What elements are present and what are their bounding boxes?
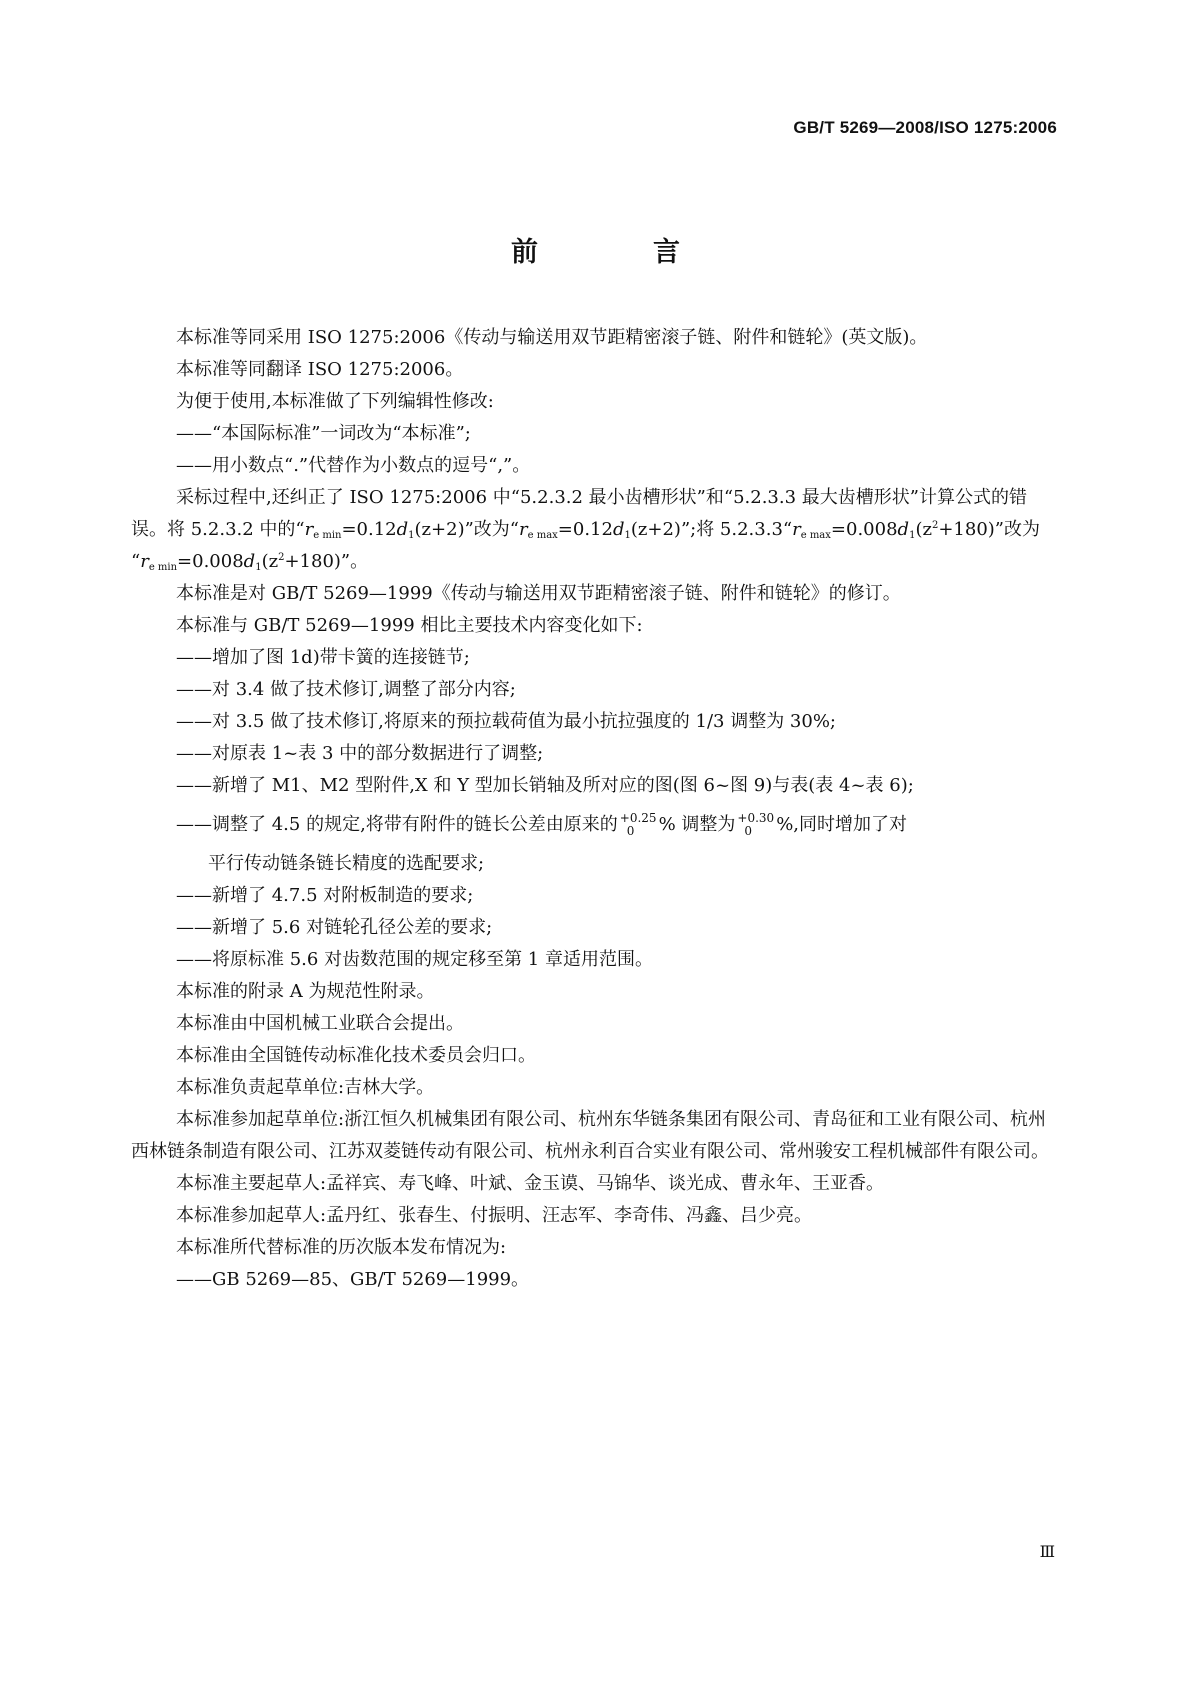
editorial-change-item: ——“本国际标准”一词改为“本标准”; [176, 423, 471, 444]
paragraph-formula-correction: 采标过程中,还纠正了 ISO 1275:2006 中“5.2.3.2 最小齿槽形状”和“5.2.3.3 最大齿槽形状”计算公式的错误。将 5.2.3.2 中的“$r_{e min}=0.12d_1(z+2)$”改为“$r_{e max}=0.12d_1(z+2)$”;将 $5.2.3.3“r_{e max}=0.008d_1(z^2+180)$”改为 “$r_{e min}=0.008d_1(z^2+180)$”。 [131, 487, 1040, 573]
technical-change-item: ——将原标准 5.6 对齿数范围的规定移至第 1 章适用范围。 [176, 949, 653, 970]
technical-change-item: ——新增了 M1、M2 型附件,X 和 Y 型加长销轴及所对应的图(图 6~图 9)与表(表 4~表 6); [176, 775, 914, 796]
paragraph-committee: 本标准由全国链传动标准化技术委员会归口。 [176, 1045, 536, 1066]
page-title: 前 言 [511, 237, 724, 268]
paragraph-editorial-intro: 为便于使用,本标准做了下列编辑性修改: [176, 391, 494, 412]
technical-change-item: ——对 3.4 做了技术修订,调整了部分内容; [176, 679, 516, 700]
paragraph-main-drafters: 本标准主要起草人:孟祥宾、寿飞峰、叶斌、金玉谟、马锦华、谈光成、曹永年、王亚香。 [176, 1173, 885, 1194]
technical-change-item: ——新增了 4.7.5 对附板制造的要求; [176, 885, 474, 906]
history-item: ——GB 5269—85、GB/T 5269—1999。 [176, 1269, 530, 1290]
tolerance-new: +0.30 0 [737, 811, 775, 838]
standard-code: GB/T 5269—2008/ISO 1275:2006 [793, 118, 1057, 137]
technical-change-item-tolerance: ——调整了 4.5 的规定,将带有附件的链长公差由原来的 +0.25 0 % 调整为 +0.30 0 %,同时增加了对 [176, 811, 908, 838]
paragraph-participating-drafters: 本标准参加起草人:孟丹红、张春生、付振明、汪志军、李奇伟、冯鑫、吕少亮。 [176, 1205, 813, 1226]
technical-change-item: ——对 3.5 做了技术修订,将原来的预拉载荷值为最小抗拉强度的 1/3 调整为 30%; [176, 711, 836, 732]
paragraph-annex: 本标准的附录 A 为规范性附录。 [176, 981, 435, 1002]
technical-change-item: ——新增了 5.6 对链轮孔径公差的要求; [176, 917, 493, 938]
paragraph-revision: 本标准是对 GB/T 5269—1999《传动与输送用双节距精密滚子链、附件和链轮》的修订。 [176, 583, 901, 604]
paragraph-changes-intro: 本标准与 GB/T 5269—1999 相比主要技术内容变化如下: [176, 615, 643, 636]
technical-change-item-continuation: 平行传动链条链长精度的选配要求; [208, 853, 485, 874]
foreword-body [131, 322, 1059, 1296]
paragraph-translation: 本标准等同翻译 ISO 1275:2006。 [176, 359, 464, 380]
page-number: Ⅲ [1039, 1542, 1055, 1561]
paragraph-drafting-unit: 本标准负责起草单位:吉林大学。 [176, 1077, 435, 1098]
paragraph-history-intro: 本标准所代替标准的历次版本发布情况为: [176, 1237, 507, 1258]
paragraph-participating-units: 本标准参加起草单位:浙江恒久机械集团有限公司、杭州东华链条集团有限公司、青岛征和工业有限公司、杭州西林链条制造有限公司、江苏双菱链传动有限公司、杭州永利百合实业有限公司、常州骏安工程机械部件有限公司。 [131, 1109, 1049, 1162]
technical-change-item: ——增加了图 1d)带卡簧的连接链节; [176, 647, 470, 668]
tolerance-old: +0.25 0 [619, 811, 657, 838]
technical-change-item: ——对原表 1~表 3 中的部分数据进行了调整; [176, 743, 544, 764]
paragraph-proposer: 本标准由中国机械工业联合会提出。 [176, 1013, 464, 1034]
editorial-change-item: ——用小数点“.”代替作为小数点的逗号“,”。 [176, 455, 531, 476]
paragraph-adoption: 本标准等同采用 ISO 1275:2006《传动与输送用双节距精密滚子链、附件和链轮》(英文版)。 [176, 327, 928, 348]
